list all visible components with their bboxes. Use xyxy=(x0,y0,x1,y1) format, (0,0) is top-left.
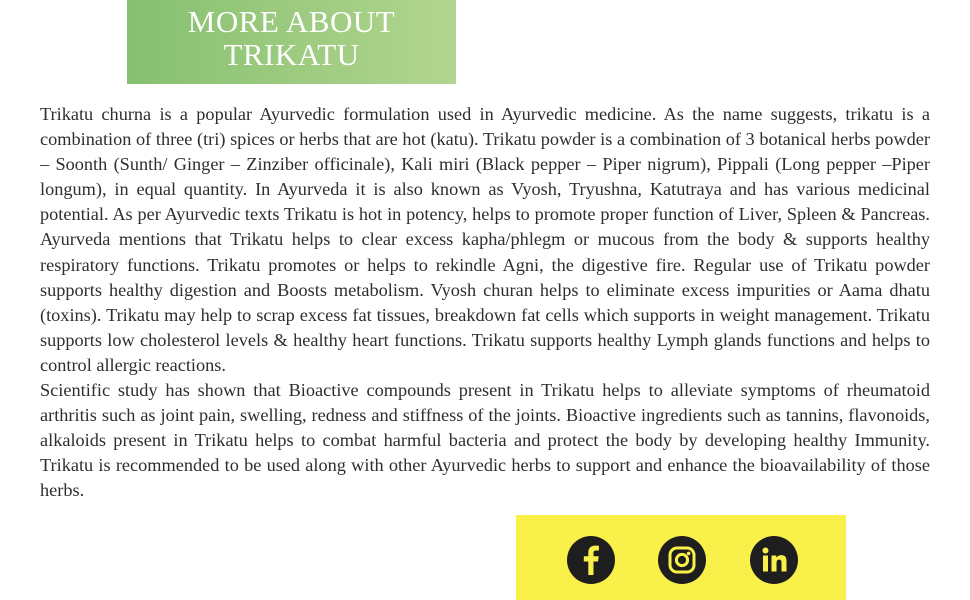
banner-title-line1: MORE ABOUT xyxy=(187,4,396,39)
social-links-panel xyxy=(516,515,846,600)
description-body xyxy=(40,102,930,504)
linkedin-icon[interactable] xyxy=(750,536,798,584)
instagram-icon[interactable] xyxy=(658,536,706,584)
description-paragraph-1: Trikatu churna is a popular Ayurvedic formulation used in Ayurvedic medicine. As the name suggests, trikatu is a combination of three (tri) spices or herbs that are hot (katu). Trikatu powder is a combination of 3 botanical herbs powder – Soonth (Sunth/ Ginger – Zinziber officinale), Kali miri (Black pepper – Piper nigrum), Pippali (Long pepper –Piper longum), in equal quantity. In Ayurveda it is also known as Vyosh, Tryushna, Katutraya and has various medicinal potential. As per Ayurvedic texts Trikatu is hot in potency, helps to promote proper function of Liver, Spleen & Pancreas. Ayurveda mentions that Trikatu helps to clear excess kapha/phlegm or mucous from the body & supports healthy respiratory functions. Trikatu promotes or helps to rekindle Agni, the digestive fire. Regular use of Trikatu powder supports healthy digestion and Boosts metabolism. Vyosh churan helps to eliminate excess impurities or Aama dhatu (toxins). Trikatu may help to scrap excess fat tissues, breakdown fat cells which supports in weight management. Trikatu supports low cholesterol levels & healthy heart functions. Trikatu supports healthy Lymph glands functions and helps to control allergic reactions. xyxy=(40,104,930,375)
description-paragraph-2: Scientific study has shown that Bioactive compounds present in Trikatu helps to alleviate symptoms of rheumatoid arthritis such as joint pain, swelling, redness and stiffness of the joints. Bioactive ingredients such as tannins, flavonoids, alkaloids present in Trikatu helps to combat harmful bacteria and protect the body by developing healthy Immunity. Trikatu is recommended to be used along with other Ayurvedic herbs to support and enhance the bioavailability of those herbs. xyxy=(40,380,930,501)
section-banner xyxy=(127,0,456,84)
facebook-icon[interactable] xyxy=(567,536,615,584)
banner-title-line2: TRIKATU xyxy=(223,37,360,72)
